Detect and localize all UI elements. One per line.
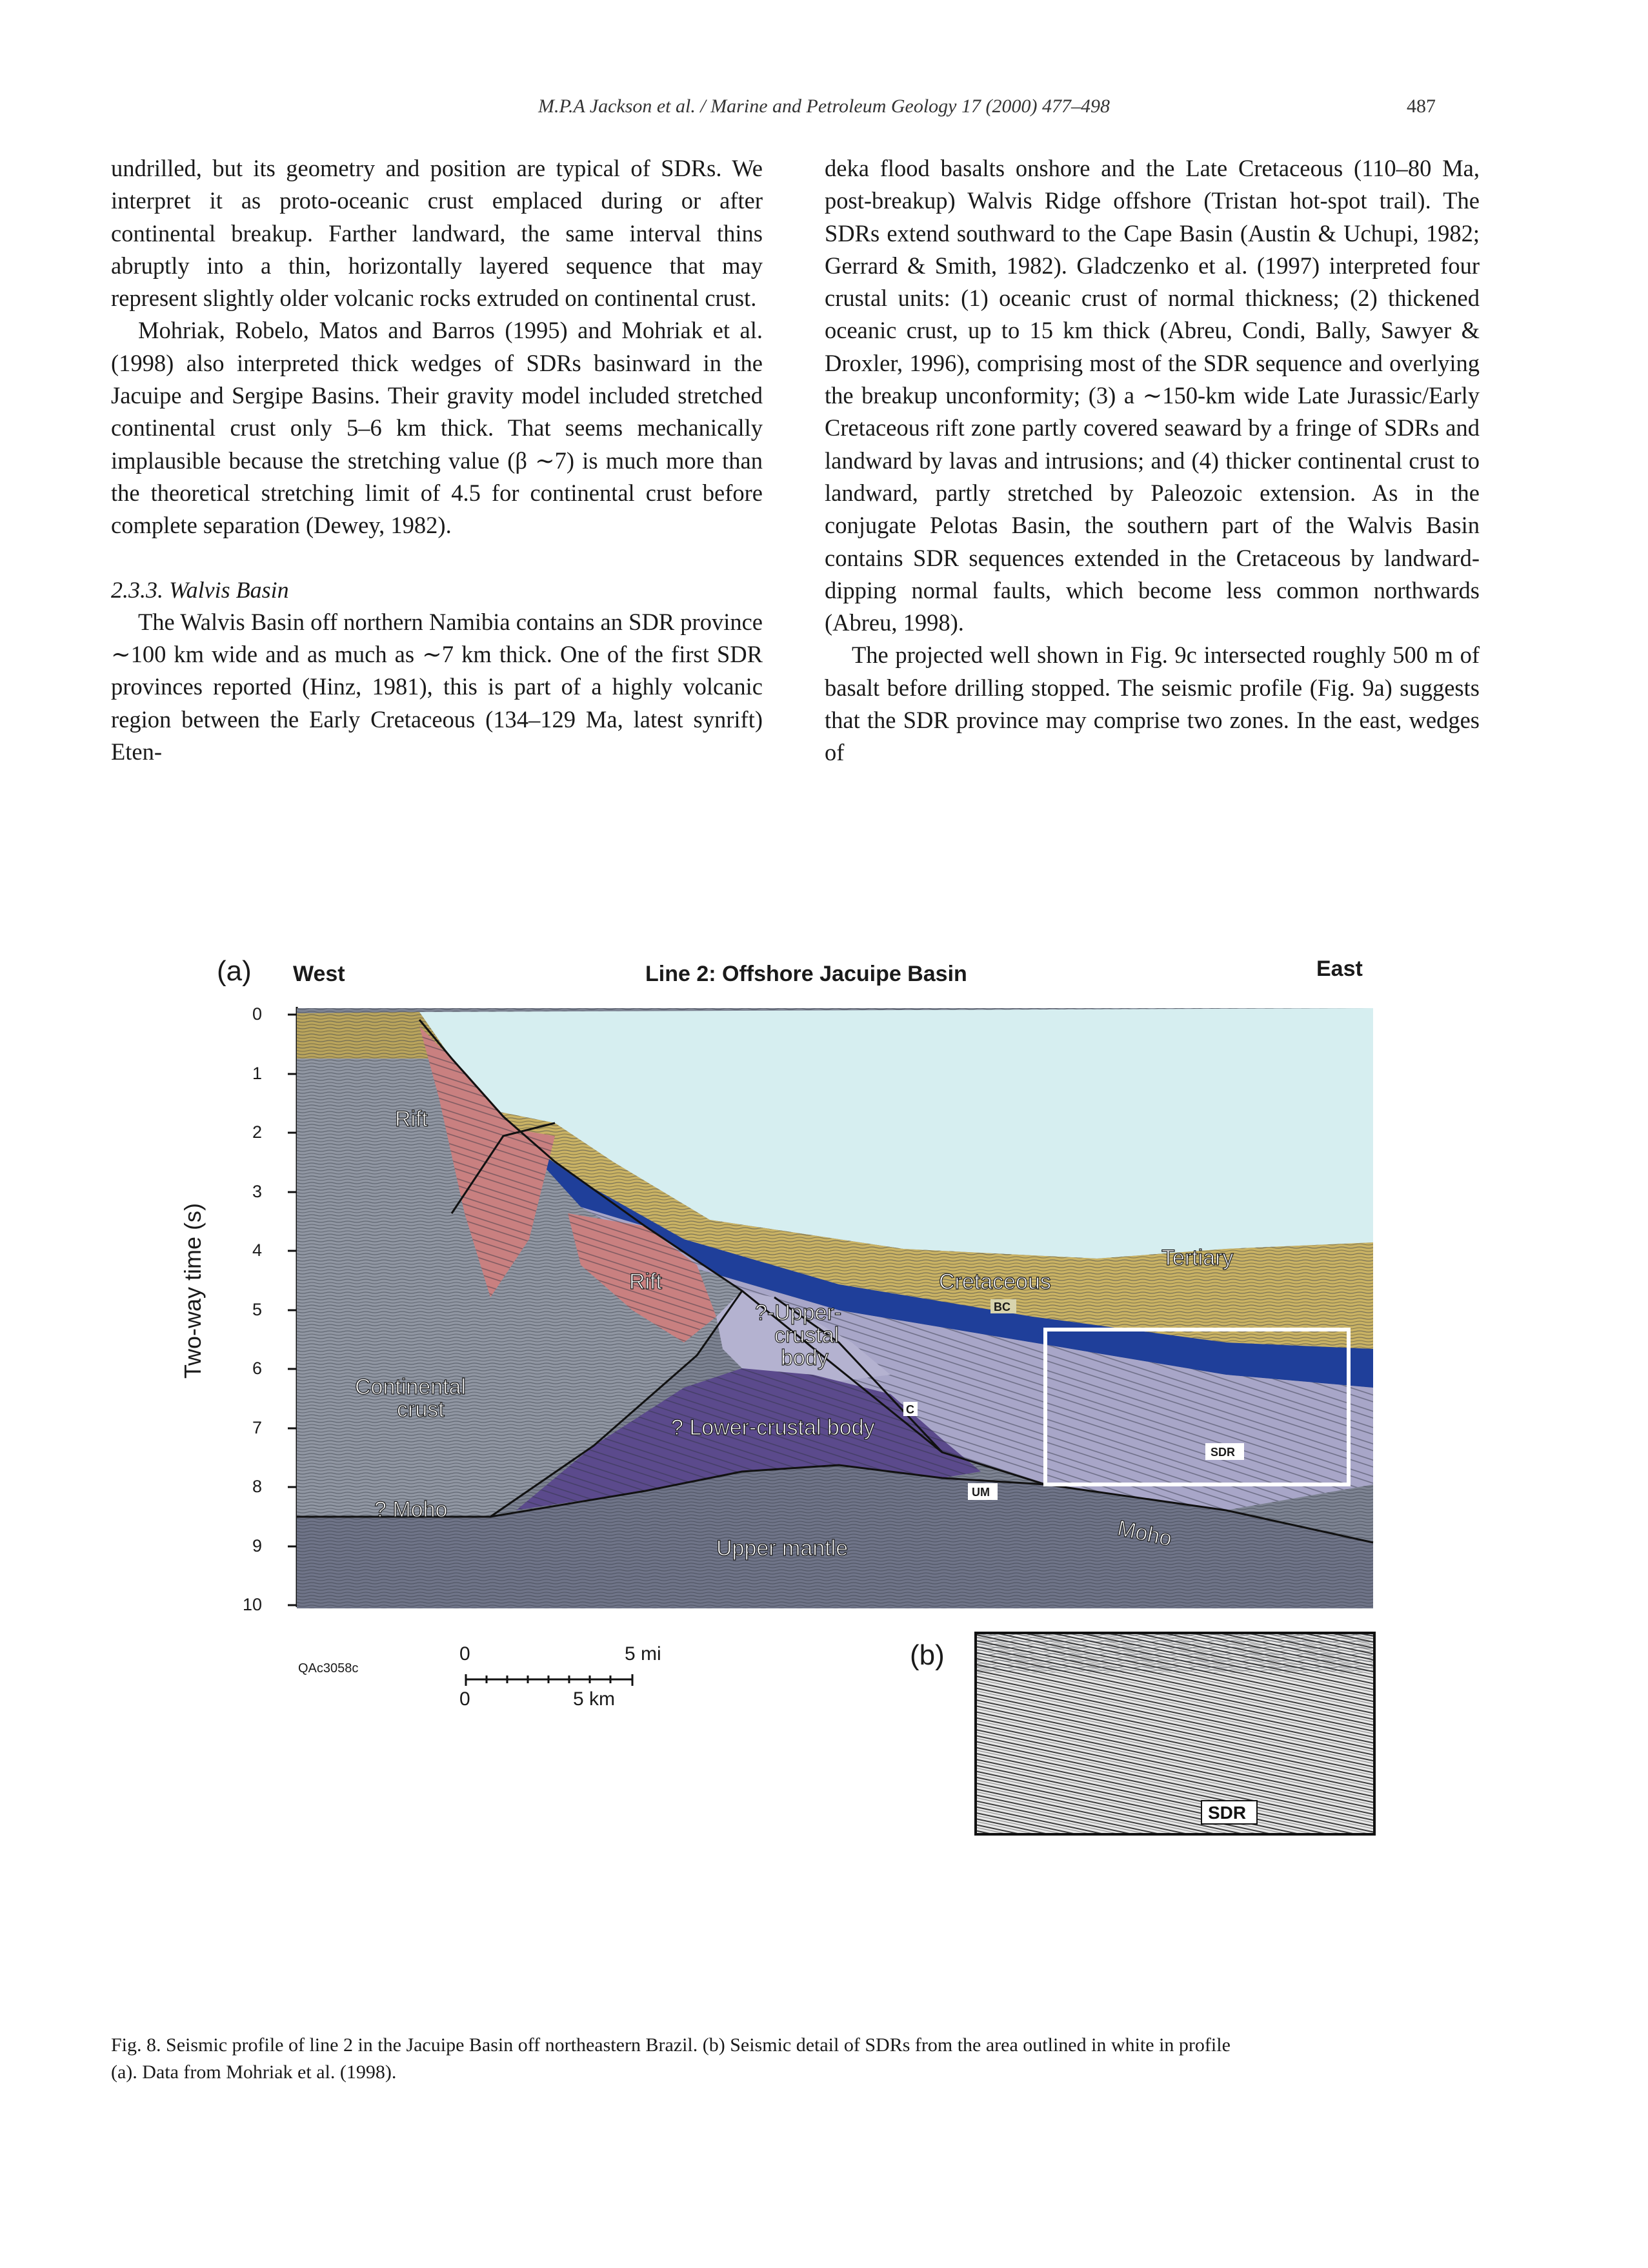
scale-km-zero: 0 bbox=[459, 1688, 470, 1710]
scale-km-five: 5 km bbox=[573, 1688, 616, 1710]
label-cretaceous: Cretaceous bbox=[939, 1270, 1051, 1294]
label-continental-1: Continental bbox=[355, 1375, 467, 1399]
figure-panel-a-tag: (a) bbox=[217, 955, 252, 987]
figure-east-label: East bbox=[1316, 957, 1363, 981]
label-upper-crustal-1: ?-Upper- bbox=[755, 1301, 842, 1325]
y-tick-9: 9 bbox=[252, 1536, 262, 1555]
y-tick-3: 3 bbox=[252, 1182, 262, 1201]
label-continental-2: crust bbox=[397, 1397, 445, 1422]
left-paragraph-2: Mohriak, Robelo, Matos and Barros (1995) and Mohriak et al. (1998) also interpreted thick wedges of SDRs basinward in the Jacuipe and Sergipe Basins. Their gravity model included stretched continental crust only 5–6 km thick. That seems mechanically implausible because the stretching value (β ∼7) is much more than the theoretical stretching limit of 4.5 for continental crust before complete separation (Dewey, 1982). bbox=[111, 317, 763, 539]
label-sdr-box: SDR bbox=[1211, 1446, 1236, 1459]
label-lower-crustal-body: ? Lower-crustal body bbox=[671, 1415, 875, 1440]
y-tick-4: 4 bbox=[252, 1240, 262, 1260]
y-tick-8: 8 bbox=[252, 1477, 262, 1496]
y-axis-ticks bbox=[288, 1015, 297, 1605]
right-paragraph-1: deka flood basalts onshore and the Late Cretaceous (110–80 Ma, post-breakup) Walvis Ridge offshore (Tristan hot-spot trail). The SDRs extend southward to the Cape Basin (Austin & Uchupi, 1982; Gerrard & Smith, 1982). Gladczenko et al. (1997) interpreted four crustal units: (1) oceanic crust of normal thickness; (2) thickened oceanic crust, up to 15 km thick (Abreu, Condi, Bally, Sawyer & Droxler, 1996), comprising most of the SDR sequence and overlying the breakup unconformity; (3) a ∼150-km wide Late Jurassic/Early Cretaceous rift zone partly covered seaward by a fringe of SDRs and landward by lavas and intrusions; and (4) thicker continental crust to landward, partly stretched by Paleozoic extension. As in the conjugate Pelotas Basin, the southern part of the Walvis Basin contains SDR sequences extended in the Cretaceous by landward-dipping normal faults, which become less common northwards (Abreu, 1998). bbox=[825, 155, 1480, 636]
section-heading-walvis: 2.3.3. Walvis Basin bbox=[111, 576, 289, 603]
scale-mi-zero: 0 bbox=[459, 1643, 470, 1665]
label-moho-left: ? Moho bbox=[374, 1497, 448, 1522]
y-tick-0: 0 bbox=[252, 1004, 262, 1024]
label-rift-upper: Rift bbox=[395, 1107, 428, 1131]
label-moho-right: Moho bbox=[1115, 1515, 1174, 1552]
y-tick-6: 6 bbox=[252, 1359, 262, 1378]
figure-title: Line 2: Offshore Jacuipe Basin bbox=[645, 962, 967, 986]
label-upper-crustal-3: body bbox=[781, 1346, 829, 1370]
caption-line-1: Fig. 8. Seismic profile of line 2 in the Jacuipe Basin off northeastern Brazil. (b) Seismic detail of SDRs from the area outlined in white in profile bbox=[111, 2034, 1231, 2056]
figure-panel-b-tag: (b) bbox=[910, 1639, 945, 1671]
figure-west-label: West bbox=[293, 962, 345, 986]
scale-bar bbox=[466, 1674, 632, 1686]
scale-mi-five: 5 mi bbox=[625, 1643, 661, 1665]
figure-y-axis-label: Two-way time (s) bbox=[179, 1202, 206, 1379]
figure-caption bbox=[111, 2032, 1492, 2086]
page-number: 487 bbox=[1407, 96, 1436, 117]
y-tick-10: 10 bbox=[242, 1595, 262, 1614]
label-upper-mantle: Upper mantle bbox=[716, 1536, 849, 1561]
panel-b-sdr-label: SDR bbox=[1208, 1803, 1247, 1823]
left-paragraph-3: The Walvis Basin off northern Namibia contains an SDR province ∼100 km wide and as much as ∼7 km thick. One of the first SDR provinces reported (Hinz, 1981), this is part of a highly volcanic region between the Early Cretaceous (134–129 Ma, latest synrift) Eten- bbox=[111, 608, 763, 765]
y-tick-1: 1 bbox=[252, 1064, 262, 1083]
label-bc: BC bbox=[994, 1301, 1010, 1313]
y-tick-7: 7 bbox=[252, 1418, 262, 1437]
label-upper-crustal-2: crustal bbox=[774, 1323, 839, 1348]
label-um: UM bbox=[972, 1486, 990, 1499]
label-tertiary: Tertiary bbox=[1161, 1246, 1234, 1270]
right-paragraph-2: The projected well shown in Fig. 9c intersected roughly 500 m of basalt before drilling stopped. The seismic profile (Fig. 9a) suggests that the SDR province may comprise two zones. In the east, wedges of bbox=[825, 642, 1480, 766]
y-tick-2: 2 bbox=[252, 1122, 262, 1142]
left-paragraph-1: undrilled, but its geometry and position are typical of SDRs. We interpret it as proto-oceanic crust emplaced during or after continental breakup. Farther landward, the same interval thins abruptly into a thin, horizontally layered sequence that may represent slightly older volcanic rocks extruded on continental crust. bbox=[111, 155, 763, 312]
figure-id: QAc3058c bbox=[298, 1661, 359, 1676]
running-head: M.P.A Jackson et al. / Marine and Petroleum Geology 17 (2000) 477–498 bbox=[538, 96, 1110, 117]
label-rift-lower: Rift bbox=[629, 1270, 662, 1294]
y-tick-5: 5 bbox=[252, 1300, 262, 1319]
label-c-mark: C bbox=[906, 1403, 914, 1416]
caption-line-2: (a). Data from Mohriak et al. (1998). bbox=[111, 2061, 397, 2083]
